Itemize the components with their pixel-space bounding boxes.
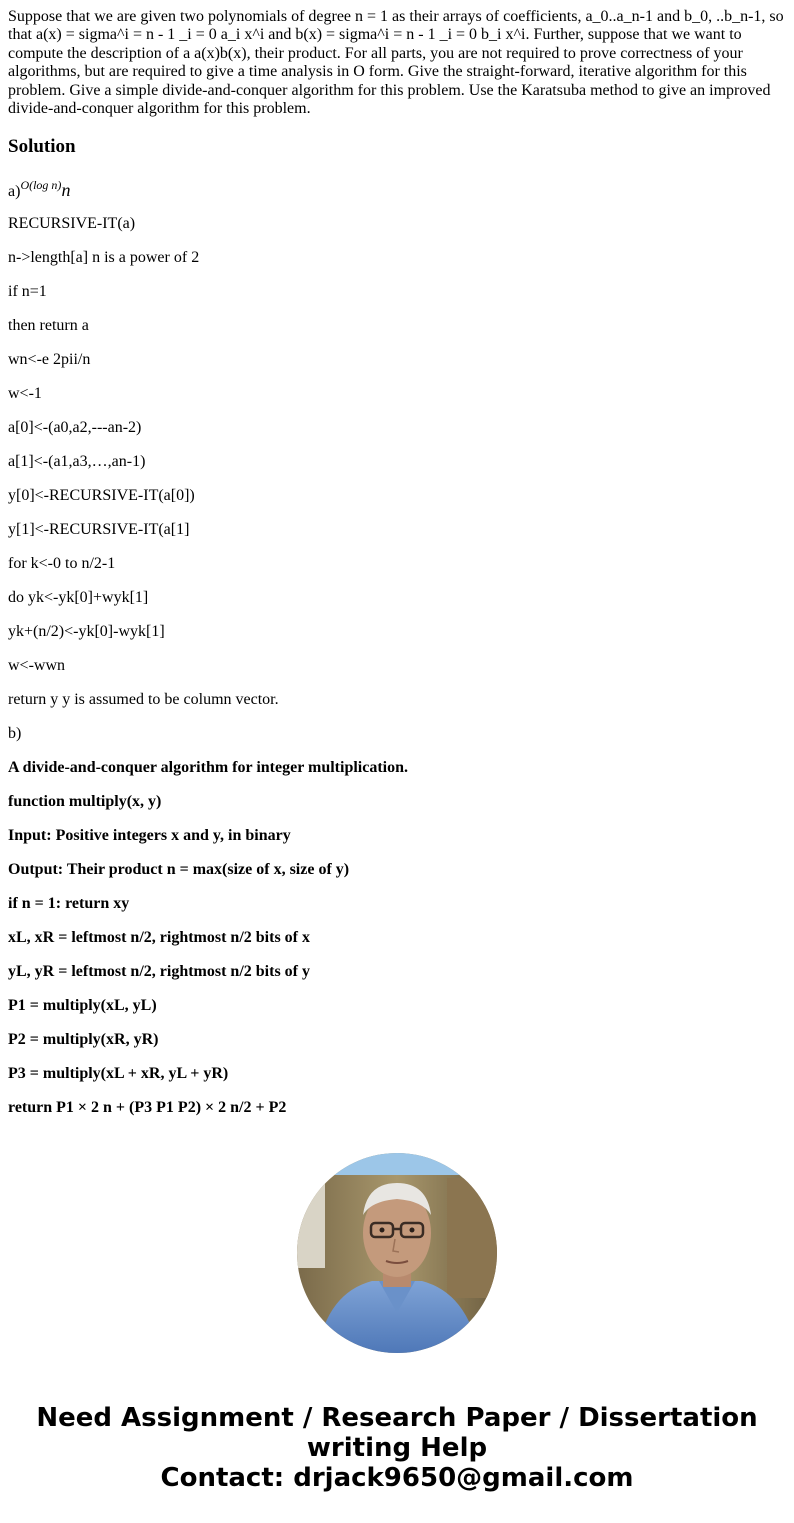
code-line: y[0]<-RECURSIVE-IT(a[0]) xyxy=(8,487,195,505)
question-text: Suppose that we are given two polynomials of degree n = 1 as their arrays of coefficients, a_0..a_n-1 and b_0, ..b_n-1, so that a(x) = sigma^i = n - 1 _i = 0 a_i x^i and b(x) = sigma^i = n - 1 _i = 0 b_i x^i. Further, suppose that we want to compute the description of a a(x)b(x), their product. For all parts, you are not required to prove correctness of your algorithms, but are required to give a time analysis in O form. Give the straight-forward, iterative algorithm for this problem. Give a simple divide-and-conquer algorithm for this problem. Use the Karatsuba method to give an improved divide-and-conquer algorithm for this problem. xyxy=(8,8,784,118)
code-line: do yk<-yk[0]+wyk[1] xyxy=(8,589,149,607)
part-a-label: a) xyxy=(8,183,21,201)
part-a-algorithm xyxy=(8,215,786,709)
code-line: P1 = multiply(xL, yL) xyxy=(8,997,157,1015)
code-line: xL, xR = leftmost n/2, rightmost n/2 bits of x xyxy=(8,929,310,947)
footer-advertisement xyxy=(0,1403,794,1493)
code-line: a[0]<-(a0,a2,---an-2) xyxy=(8,419,142,437)
code-line: RECURSIVE-IT(a) xyxy=(8,215,136,233)
code-line: P2 = multiply(xR, yR) xyxy=(8,1031,159,1049)
code-line: Output: Their product n = max(size of x, size of y) xyxy=(8,861,350,879)
part-a-complexity xyxy=(8,176,786,201)
code-line: yk+(n/2)<-yk[0]-wyk[1] xyxy=(8,623,165,641)
solution-heading: Solution xyxy=(8,136,76,158)
code-line: P3 = multiply(xL + xR, yL + yR) xyxy=(8,1065,229,1083)
code-line: A divide-and-conquer algorithm for integer multiplication. xyxy=(8,759,409,777)
code-line: if n=1 xyxy=(8,283,47,301)
footer-contact: Contact: drjack9650@gmail.com xyxy=(160,1463,634,1493)
part-b-algorithm xyxy=(8,759,786,1117)
code-line: return P1 × 2 n + (P3 P1 P2) × 2 n/2 + P2 xyxy=(8,1099,287,1117)
code-line: if n = 1: return xy xyxy=(8,895,130,913)
complexity-exponent: O(log n) xyxy=(20,178,62,193)
code-line: n->length[a] n is a power of 2 xyxy=(8,249,200,267)
code-line: for k<-0 to n/2-1 xyxy=(8,555,116,573)
code-line: return y y is assumed to be column vector. xyxy=(8,691,279,709)
code-line: yL, yR = leftmost n/2, rightmost n/2 bits of y xyxy=(8,963,310,981)
code-line: then return a xyxy=(8,317,89,335)
author-avatar xyxy=(297,1153,497,1353)
code-line: Input: Positive integers x and y, in binary xyxy=(8,827,291,845)
code-line: w<-wwn xyxy=(8,657,66,675)
code-line: w<-1 xyxy=(8,385,42,403)
footer-line-1: Need Assignment / Research Paper / Dissertation xyxy=(36,1403,758,1433)
complexity-base: n xyxy=(61,180,71,201)
code-line: a[1]<-(a1,a3,…,an-1) xyxy=(8,453,146,471)
code-line: wn<-e 2pii/n xyxy=(8,351,91,369)
code-line: function multiply(x, y) xyxy=(8,793,162,811)
author-photo-illustration xyxy=(297,1153,497,1353)
code-line: y[1]<-RECURSIVE-IT(a[1] xyxy=(8,521,190,539)
footer-line-2: writing Help xyxy=(306,1433,488,1463)
part-b-label: b) xyxy=(8,725,22,743)
